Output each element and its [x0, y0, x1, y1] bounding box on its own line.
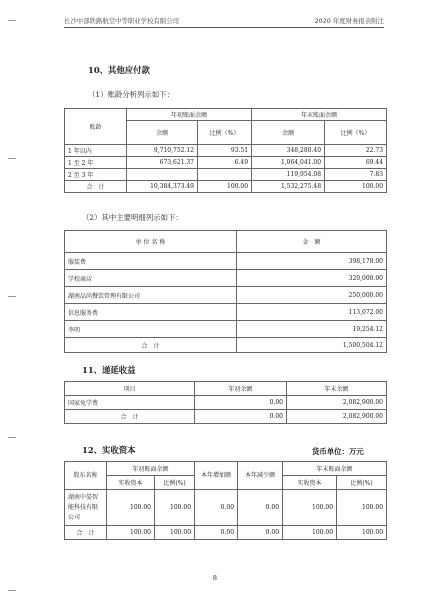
page-header [64, 16, 384, 28]
row-name: 信息服务费 [65, 304, 237, 321]
col-pct: 比例(%) [337, 476, 387, 490]
col-open: 年初账面余额 [107, 462, 195, 476]
col-decrease: 本年减少额 [238, 462, 283, 490]
row-name: 湖南中晏智能科技有限公司 [65, 490, 107, 526]
col-capital: 实收资本 [283, 476, 337, 490]
section-12-title: 12、实收资本 [82, 445, 136, 455]
cell-pct: 100.00 [155, 526, 195, 540]
margin-mark [8, 590, 16, 591]
cell-pct: 6.49 [198, 157, 252, 169]
table-row [65, 287, 387, 304]
cell-amount: 0.00 [238, 526, 283, 540]
cell-amount: 0.00 [195, 526, 238, 540]
section-10-title: 10、其他应付款 [88, 65, 150, 75]
cell-amount: 1,064,041.00 [252, 157, 325, 169]
cell-pct: 22.73 [325, 145, 387, 157]
col-amount: 金 额 [237, 231, 387, 253]
total-row [65, 338, 387, 353]
row-name: 李明 [65, 321, 237, 338]
total-row [65, 526, 387, 540]
report-title: 2020 年度财务报表附注 [314, 17, 384, 25]
margin-mark [8, 296, 16, 297]
margin-mark [8, 20, 16, 21]
cell-amount: 398,178.00 [237, 253, 387, 270]
total-label: 合 计 [65, 338, 237, 353]
cell-amount: 673,621.37 [127, 157, 198, 169]
row-label: 2 至 3 年 [65, 169, 127, 181]
cell-pct: 100.00 [337, 526, 387, 540]
cell-pct: 7.83 [325, 169, 387, 181]
cell-amount: 0.00 [195, 396, 287, 410]
row-label: 1 至 2 年 [65, 157, 127, 169]
table-row [65, 304, 387, 321]
col-close: 年末账面余额 [283, 462, 387, 476]
total-label: 合 计 [65, 410, 195, 424]
deferred-income-table [64, 381, 387, 424]
total-row [65, 410, 387, 424]
section-10-sub2: （2）其中主要明细列示如下： [82, 213, 183, 222]
table-row [65, 253, 387, 270]
cell-amount: 320,000.00 [237, 270, 387, 287]
margin-mark [8, 437, 16, 438]
col-close: 年末余额 [287, 382, 387, 396]
cell-pct: 100.00 [198, 181, 252, 193]
col-item: 项目 [65, 382, 195, 396]
row-name: 湖南品尚餐饮管理有限公司 [65, 287, 237, 304]
total-row [65, 181, 387, 193]
cell-pct: 100.00 [325, 181, 387, 193]
cell-amount: 9,710,752.12 [127, 145, 198, 157]
col-investor: 股东名称 [65, 462, 107, 490]
table-row [65, 270, 387, 287]
cell-amount: 0.00 [195, 410, 287, 424]
col-age: 账龄 [65, 109, 127, 145]
col-amount: 余额 [127, 121, 198, 145]
row-name: 学校商店 [65, 270, 237, 287]
row-name: 国家免学费 [65, 396, 195, 410]
cell-pct: 100.00 [155, 490, 195, 526]
detail-table [64, 230, 387, 353]
cell-amount: 10,384,373.49 [127, 181, 198, 193]
cell-amount: 100.00 [283, 490, 337, 526]
paid-in-capital-table [64, 461, 387, 540]
table-row [65, 490, 387, 526]
cell-amount: 1,532,275.48 [252, 181, 325, 193]
col-pct: 比例（%） [198, 121, 252, 145]
total-label: 合 计 [65, 181, 127, 193]
cell-amount: 348,280.40 [252, 145, 325, 157]
table-row [65, 169, 387, 181]
cell-amount: 100.00 [107, 490, 155, 526]
cell-amount: 100.00 [283, 526, 337, 540]
section-10-sub1: （1）账龄分析列示如下： [88, 90, 175, 99]
table-row [65, 396, 387, 410]
total-label: 合 计 [65, 526, 107, 540]
col-name: 单 位 名 称 [65, 231, 237, 253]
cell-amount: 2,082,900.00 [287, 396, 387, 410]
col-increase: 本年增加额 [195, 462, 238, 490]
cell-amount: 0.00 [238, 490, 283, 526]
col-open: 年初账面余额 [127, 109, 252, 121]
cell-pct: 100.00 [337, 490, 387, 526]
col-pct: 比例(%) [155, 476, 195, 490]
cell-pct: 93.51 [198, 145, 252, 157]
cell-amount: 19,254.12 [237, 321, 387, 338]
cell-amount: 0.00 [195, 490, 238, 526]
section-11-title: 11、递延收益 [82, 365, 136, 375]
cell-amount: 2,082,900.00 [287, 410, 387, 424]
page-number: 8 [212, 574, 218, 582]
margin-mark [8, 158, 16, 159]
row-label: 1 年以内 [65, 145, 127, 157]
table-row [65, 157, 387, 169]
col-capital: 实收资本 [107, 476, 155, 490]
cell-amount: 250,000.00 [237, 287, 387, 304]
col-pct: 比例（%） [325, 121, 387, 145]
currency-unit: 货币单位：万元 [312, 447, 364, 456]
table-row [65, 145, 387, 157]
cell-amount: 1,500,504.12 [237, 338, 387, 353]
cell-amount [127, 169, 198, 181]
aging-table [64, 108, 387, 193]
cell-amount: 100.00 [107, 526, 155, 540]
col-amount: 余额 [252, 121, 325, 145]
col-open: 年初余额 [195, 382, 287, 396]
cell-amount: 119,954.08 [252, 169, 325, 181]
row-name: 服装费 [65, 253, 237, 270]
company-name: 长沙中部铁路航空中等职业学校有限公司 [64, 17, 180, 25]
table-row [65, 321, 387, 338]
cell-pct [198, 169, 252, 181]
col-close: 年末账面余额 [252, 109, 387, 121]
cell-amount: 113,072.00 [237, 304, 387, 321]
cell-pct: 69.44 [325, 157, 387, 169]
